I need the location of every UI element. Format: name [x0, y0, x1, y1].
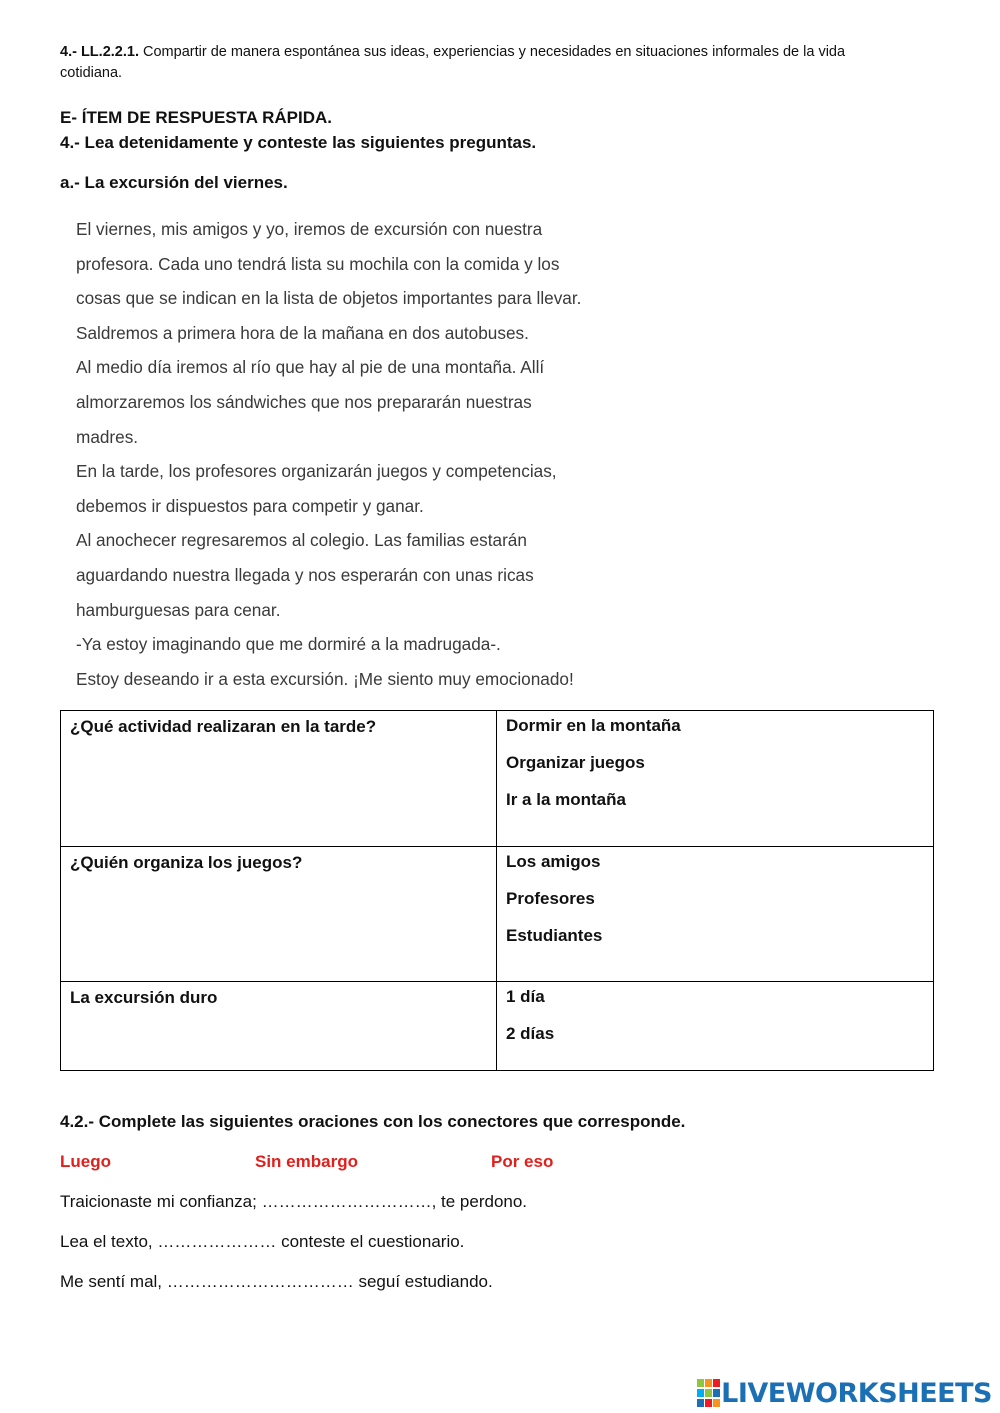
story-line: hamburguesas para cenar.	[76, 599, 281, 620]
table-row	[61, 847, 934, 982]
story-text	[76, 212, 676, 696]
answer-option[interactable]: 2 días	[506, 1024, 555, 1043]
section-42-title: 4.2.- Complete las siguientes oraciones con los conectores que corresponde.	[60, 1112, 686, 1131]
question-table	[60, 710, 934, 1071]
objective-code: 4.- LL.2.2.1.	[60, 44, 139, 60]
story-line: Saldremos a primera hora de la mañana en dos autobuses.	[76, 322, 529, 343]
story-line: Al anochecer regresaremos al colegio. Las familias estarán	[76, 530, 527, 551]
objective-text	[60, 42, 910, 84]
story-subtitle: a.- La excursión del viernes.	[60, 173, 288, 192]
story-line: -Ya estoy imaginando que me dormiré a la madrugada-.	[76, 634, 501, 655]
story-line: madres.	[76, 426, 139, 447]
section-e-instruction: 4.- Lea detenidamente y conteste las siguientes preguntas.	[60, 133, 537, 152]
answer-option[interactable]: Los amigos	[506, 852, 601, 871]
options-cell	[497, 711, 934, 847]
story-line: aguardando nuestra llegada y nos esperarán con unas ricas	[76, 564, 534, 585]
answer-option[interactable]: Estudiantes	[506, 926, 603, 945]
story-line: Estoy deseando ir a esta excursión. ¡Me siento muy emocionado!	[76, 668, 574, 689]
question-cell: ¿Quién organiza los juegos?	[61, 847, 497, 982]
objective-description: Compartir de manera espontánea sus ideas, experiencias y necesidades en situaciones informales de la vida cotidiana.	[60, 44, 846, 81]
fill-sentence: Me sentí mal, …………………………… seguí estudiando.	[60, 1272, 493, 1291]
logo-wordmark: LIVEWORKSHEETS	[721, 1377, 992, 1409]
fill-sentence: Lea el texto, ………………… conteste el cuestionario.	[60, 1232, 465, 1251]
fill-sentence: Traicionaste mi confianza; …………………………, te perdono.	[60, 1192, 528, 1211]
story-line: profesora. Cada uno tendrá lista su mochila con la comida y los	[76, 253, 560, 274]
logo-icon	[697, 1379, 721, 1407]
question-cell: ¿Qué actividad realizaran en la tarde?	[61, 711, 497, 847]
connector-option[interactable]: Luego	[60, 1152, 111, 1171]
answer-option[interactable]: Profesores	[506, 889, 595, 908]
story-line: Al medio día iremos al río que hay al pie de una montaña. Allí	[76, 357, 545, 378]
story-line: En la tarde, los profesores organizarán juegos y competencias,	[76, 461, 557, 482]
options-cell	[497, 847, 934, 982]
answer-option[interactable]: Dormir en la montaña	[506, 716, 681, 735]
liveworksheets-logo	[697, 1376, 992, 1410]
story-line: cosas que se indican en la lista de objetos importantes para llevar.	[76, 288, 582, 309]
answer-option[interactable]: Ir a la montaña	[506, 790, 626, 809]
table-row	[61, 711, 934, 847]
answer-option[interactable]: Organizar juegos	[506, 753, 645, 772]
options-cell	[497, 982, 934, 1071]
table-row	[61, 982, 934, 1071]
story-line: almorzaremos los sándwiches que nos prepararán nuestras	[76, 391, 532, 412]
story-line: debemos ir dispuestos para competir y ganar.	[76, 495, 424, 516]
story-line: El viernes, mis amigos y yo, iremos de excursión con nuestra	[76, 219, 543, 239]
answer-option[interactable]: 1 día	[506, 987, 545, 1006]
connector-option[interactable]: Por eso	[491, 1152, 554, 1171]
connector-option[interactable]: Sin embargo	[255, 1152, 358, 1171]
section-e-title: E- ÍTEM DE RESPUESTA RÁPIDA.	[60, 108, 333, 127]
question-cell: La excursión duro	[61, 982, 497, 1071]
